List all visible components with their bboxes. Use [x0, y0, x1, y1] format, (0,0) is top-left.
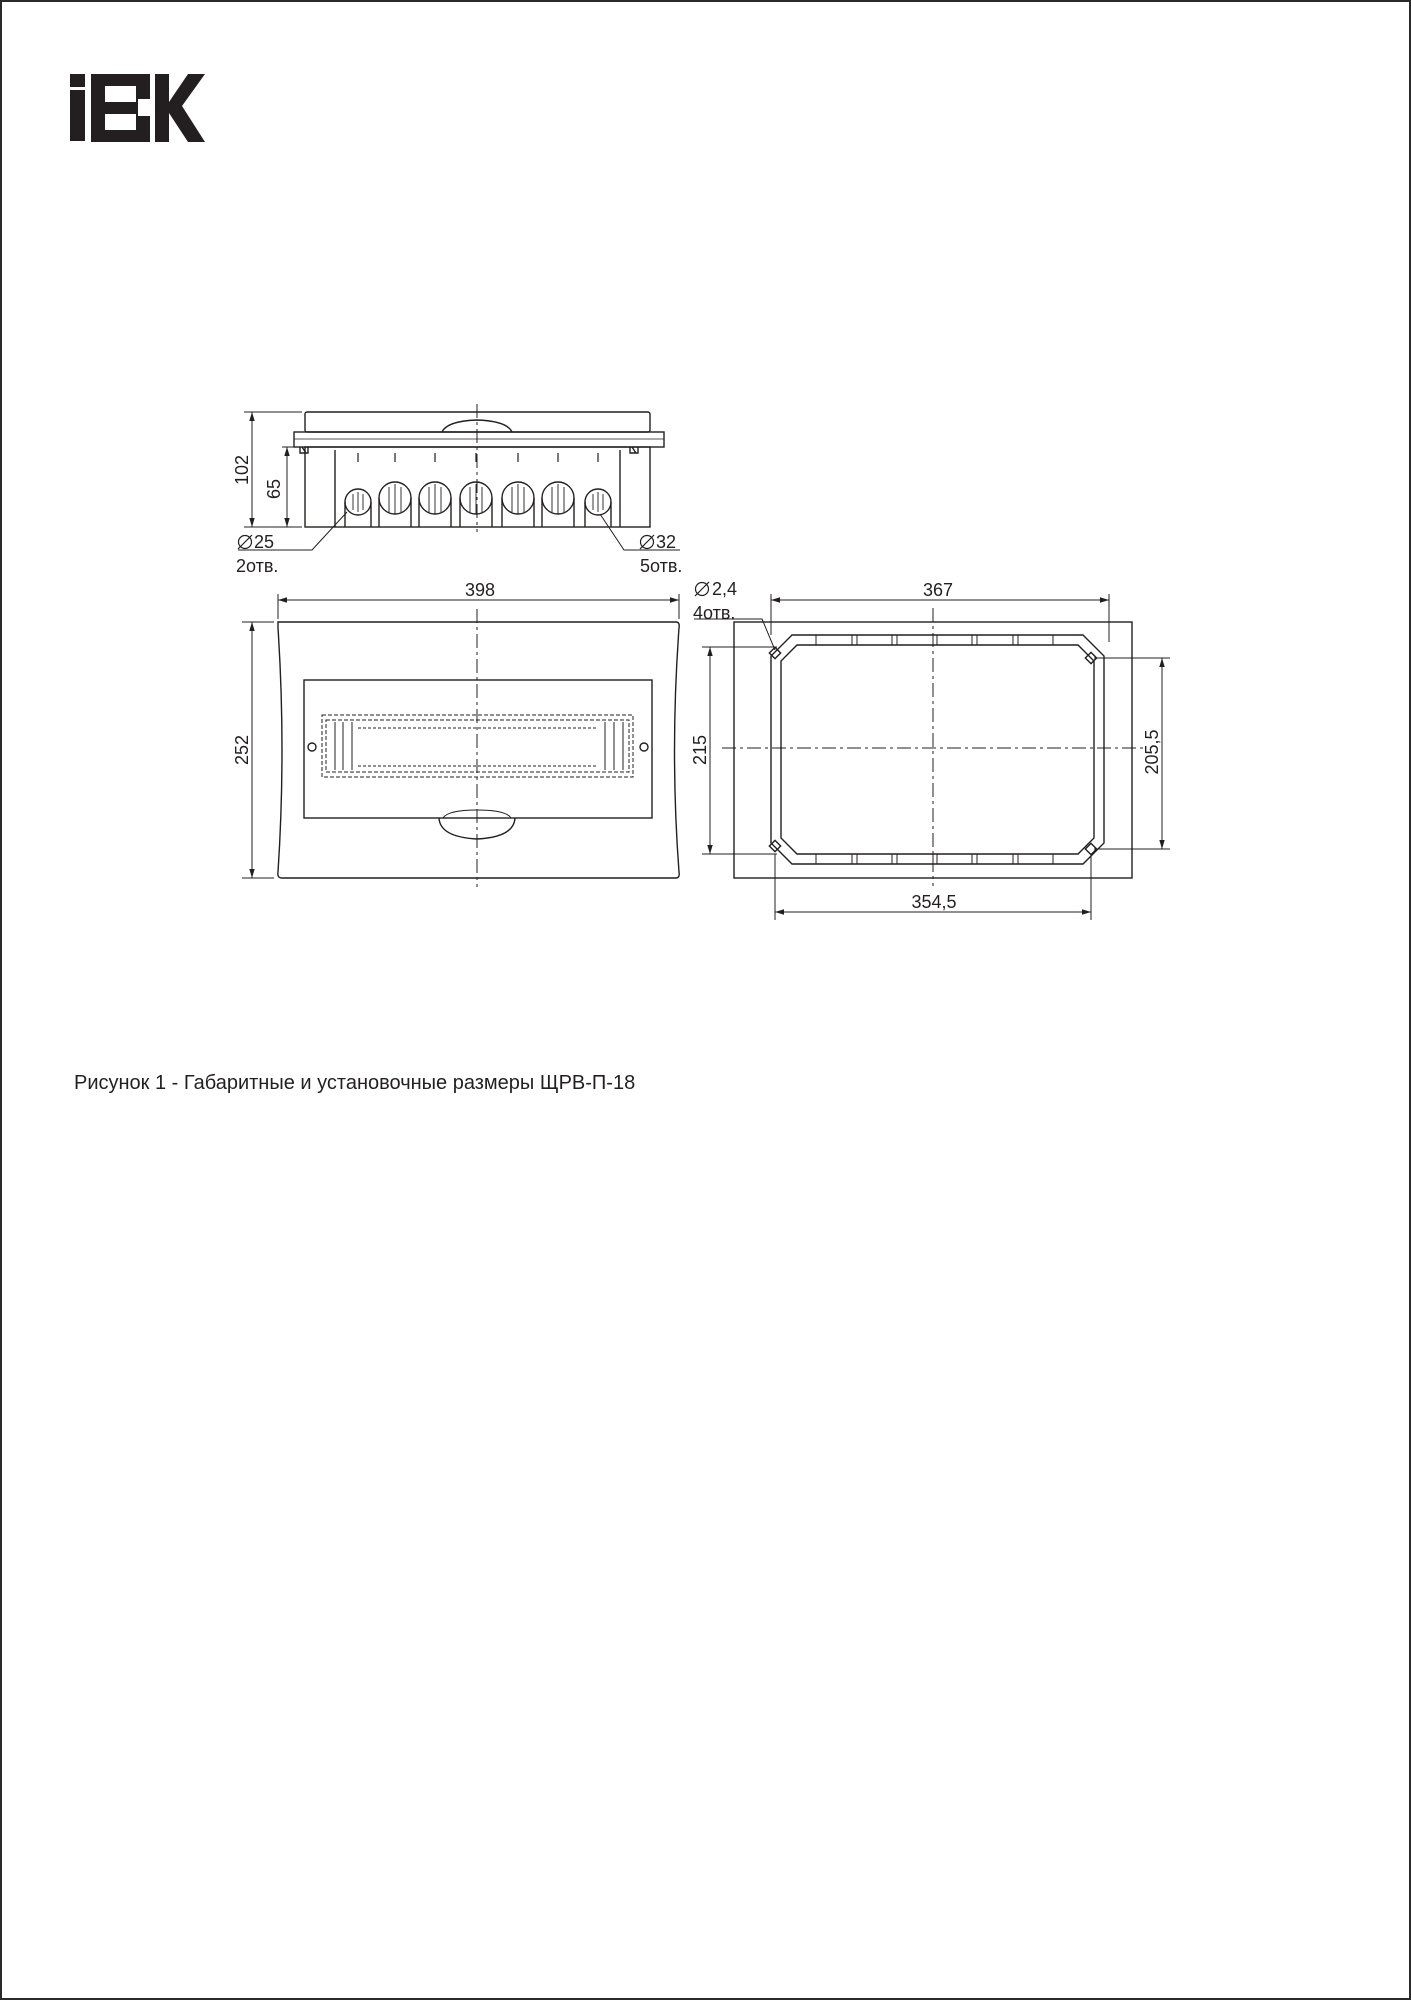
mount-hole-callout [693, 579, 737, 623]
dim-height-label: 252 [232, 734, 252, 766]
hole-small-count: 2отв. [236, 556, 279, 576]
dim-hole-spacing-vertical-label: 205,5 [1142, 729, 1162, 775]
hole-small-callout [236, 532, 278, 576]
hole-large-diameter: 32 [656, 532, 677, 552]
mount-hole-diameter: 2,4 [712, 579, 738, 599]
dim-outer-width-label: 367 [922, 580, 954, 600]
hole-small-diameter: 25 [254, 532, 275, 552]
dim-body-height-label: 65 [264, 478, 284, 500]
dim-overall-height-label: 102 [232, 454, 252, 486]
hole-large-count: 5отв. [640, 556, 683, 576]
dim-width-label: 398 [464, 580, 496, 600]
mount-hole-count: 4отв. [693, 603, 736, 623]
mounting-view [694, 594, 1170, 920]
figure-caption: Рисунок 1 - Габаритные и установочные размеры ЩРВ-П-18 [74, 1072, 636, 1094]
side-view [238, 404, 680, 550]
front-view [242, 594, 679, 887]
dim-hole-spacing-horizontal-label: 354,5 [911, 892, 957, 912]
dim-overall-height [244, 412, 302, 527]
iek-logo [70, 74, 205, 142]
cable-entry-holes [345, 482, 611, 527]
technical-drawing [2, 2, 1409, 1998]
dim-outer-height-label: 215 [690, 734, 710, 766]
hole-large-callout [640, 532, 682, 576]
